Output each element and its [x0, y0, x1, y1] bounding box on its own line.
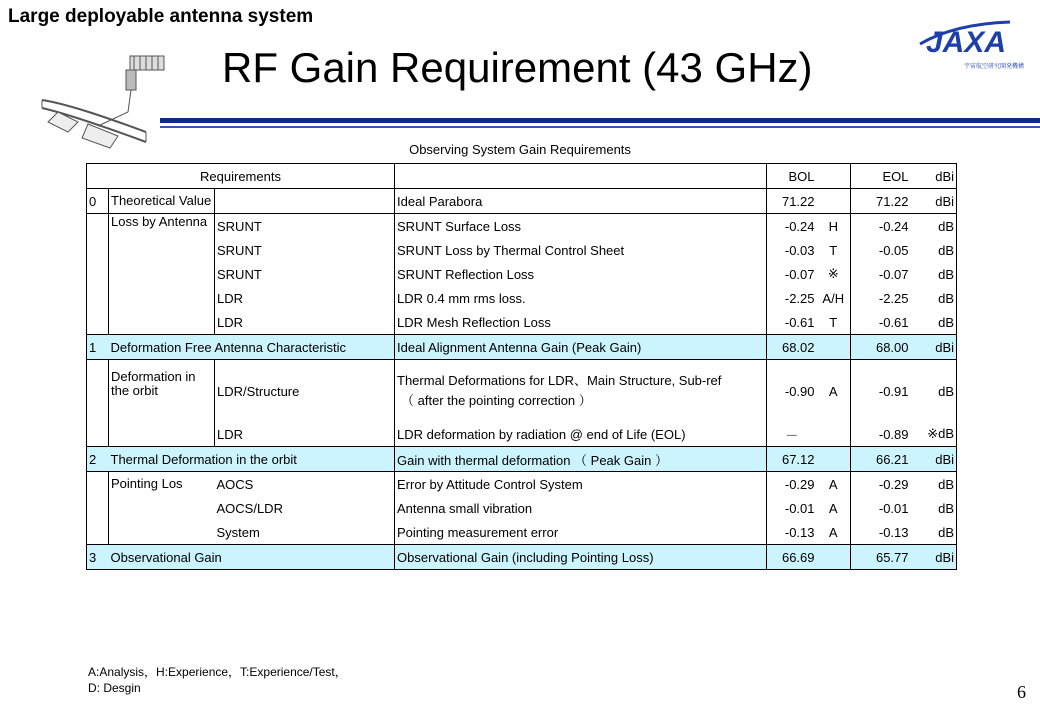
table-row-subtotal: 1 Deformation Free Antenna Characteristic Ideal Alignment Antenna Gain (Peak Gain) 68.02 68.00 dBi — [87, 335, 957, 360]
slide-title: RF Gain Requirement (43 GHz) — [222, 44, 813, 91]
table-row: LDR LDR Mesh Reflection Loss -0.61 T -0.61 dB — [87, 310, 957, 335]
header-bol: BOL — [767, 164, 817, 189]
header-unit: dBi — [911, 164, 957, 189]
logo-text: JAXA — [926, 26, 1007, 59]
table-header-row — [87, 164, 957, 189]
table-row: LDR LDR 0.4 mm rms loss. -2.25 A/H -2.25 dB — [87, 286, 957, 310]
satellite-illustration — [38, 52, 168, 152]
table-row-subtotal: 2 Thermal Deformation in the orbit Gain with thermal deformation （ Peak Gain ） 67.12 66.21 dBi — [87, 447, 957, 472]
table-row: System Pointing measurement error -0.13 A -0.13 dB — [87, 520, 957, 545]
title-rule — [160, 118, 1040, 123]
page-number: 6 — [1017, 682, 1026, 702]
table-row: 0 Theoretical Value Ideal Parabora 71.22 71.22 dBi — [87, 189, 957, 214]
table-row: SRUNT SRUNT Loss by Thermal Control Sheet -0.03 T -0.05 dB — [87, 238, 957, 262]
logo-subtext: 宇宙航空研究開発機構 — [964, 63, 1024, 70]
table-row: LDR LDR deformation by radiation @ end of Life (EOL) － -0.89 ※dB — [87, 422, 957, 447]
table-row: Deformation in the orbit LDR/Structure Thermal Deformations for LDR、Main Structure, Sub-ref （ after the pointing correction ） -0.90 A -0.91 dB — [87, 360, 957, 423]
table-row: Pointing Los AOCS Error by Attitude Control System -0.29 A -0.29 dB — [87, 472, 957, 497]
header-eol: EOL — [851, 164, 911, 189]
jaxa-logo — [914, 14, 1024, 79]
table-caption: Observing System Gain Requirements — [409, 142, 631, 157]
table-row-total: 3 Observational Gain Observational Gain (including Pointing Loss) 66.69 65.77 dBi — [87, 545, 957, 570]
table-row: Loss by Antenna SRUNT SRUNT Surface Loss -0.24 H -0.24 dB — [87, 214, 957, 239]
gain-requirements-table — [86, 163, 957, 570]
header-requirements: Requirements — [87, 164, 395, 189]
header-tag: Large deployable antenna system — [8, 6, 314, 27]
table-row: AOCS/LDR Antenna small vibration -0.01 A -0.01 dB — [87, 496, 957, 520]
legend-footnote: A:Analysis，H:Experience，T:Experience/Test， D: Desgin — [88, 665, 347, 695]
title-rule-thin — [160, 126, 1040, 128]
table-row: SRUNT SRUNT Reflection Loss -0.07 ※ -0.07 dB — [87, 262, 957, 286]
